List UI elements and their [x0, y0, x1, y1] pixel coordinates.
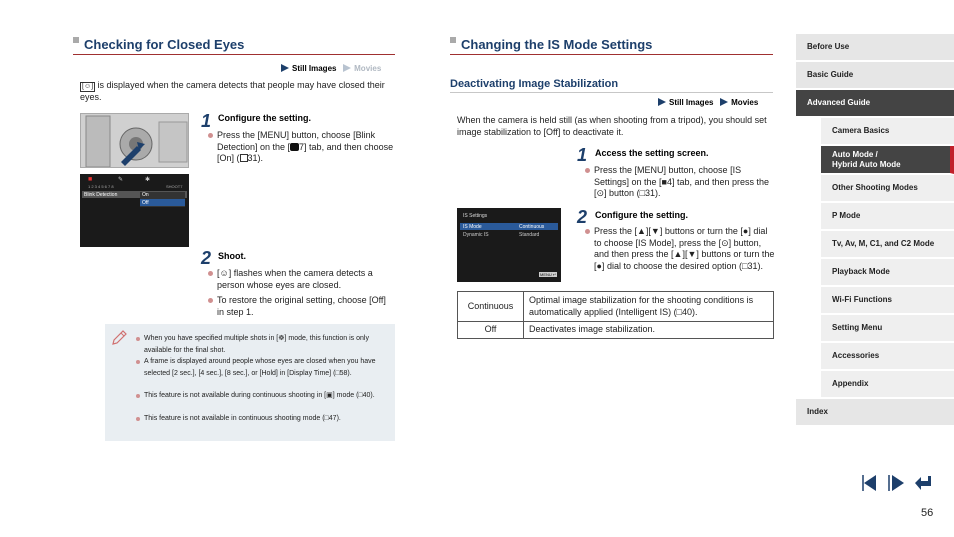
sidebar-item-playback-mode[interactable] [821, 259, 954, 286]
still-images-tag: Still Images [669, 98, 714, 107]
sidebar-item-label: Wi-Fi Functions [832, 295, 892, 304]
sidebar-item-label: Index [807, 407, 828, 416]
left-step2-number: 2 [201, 248, 212, 268]
lcd1-option-off: Off [142, 200, 149, 206]
still-images-tag: Still Images [292, 64, 337, 73]
sidebar-item-advanced-guide[interactable] [796, 90, 954, 117]
still-images-arrow-icon [281, 64, 289, 72]
sidebar-item-auto-mode[interactable] [821, 146, 954, 174]
sidebar-item-before-use[interactable] [796, 34, 954, 61]
left-heading-text: Checking for Closed Eyes [84, 37, 245, 52]
star-tab-icon: ✱ [145, 177, 151, 183]
left-step2-bullet2: To restore the original setting, choose [Off] in step 1. [208, 295, 394, 318]
lcd1-shoot-label: SHOOT7 [166, 184, 183, 189]
left-step1-title: Configure the setting. [218, 113, 311, 123]
still-images-arrow-icon [658, 98, 666, 106]
right-step1-title: Access the setting screen. [595, 148, 709, 158]
right-step1-number: 1 [577, 145, 588, 165]
note-item-3: This feature is not available during continuous shooting in [▣] mode (□40). [136, 390, 388, 402]
book-ref-icon [240, 154, 248, 162]
is-mode-table [457, 291, 774, 339]
previous-page-icon[interactable] [862, 474, 876, 490]
sidebar-item-camera-basics[interactable] [821, 118, 954, 145]
left-intro-text: is displayed when the camera detects that people may have closed their eyes. [80, 80, 385, 102]
lcd1-option-on: On [142, 192, 149, 198]
table-row [458, 322, 774, 339]
pencil-note-icon [110, 329, 128, 352]
sidebar-item-label: Before Use [807, 42, 850, 51]
left-mode-tags [281, 64, 381, 73]
sidebar-item-label: Advanced Guide [807, 98, 871, 107]
heading-square-icon [450, 37, 456, 43]
lcd2-menu-badge: MENU ↵ [540, 272, 557, 277]
left-step2-bullet1: [☺] flashes when the camera detects a person whose eyes are closed. [208, 268, 394, 291]
right-mode-tags [658, 98, 758, 107]
sidebar-item-accessories[interactable] [821, 343, 954, 370]
right-intro: When the camera is held still (as when shooting from a tripod), you should set image stabilization to [Off] to deactivate it. [457, 115, 767, 137]
sidebar-item-label: Basic Guide [807, 70, 854, 79]
sidebar-item-p-mode[interactable] [821, 203, 954, 230]
sidebar-item-label: P Mode [832, 211, 861, 220]
right-step2-title: Configure the setting. [595, 210, 688, 220]
lcd2-row1-value: Continuous [519, 224, 545, 230]
left-step1-text-b: 7] tab, and then choose [On] ( [217, 141, 394, 163]
table-cell-value: Optimal image stabilization for the shooting conditions is automatically applied (Intelligent IS) (□40). [524, 292, 774, 322]
left-step1-bullet [208, 130, 394, 165]
lcd1-row-label: Blink Detection [84, 192, 118, 198]
table-cell-key: Continuous [458, 292, 524, 322]
sidebar-item-wifi-functions[interactable] [821, 287, 954, 314]
camera-back-image [80, 113, 189, 168]
camera-tab-icon: ■ [88, 176, 93, 183]
left-step2-title: Shoot. [218, 251, 246, 261]
sidebar-item-tv-av-m[interactable] [821, 231, 954, 258]
sidebar-item-basic-guide[interactable] [796, 62, 954, 89]
right-subheading: Deactivating Image Stabilization [450, 78, 773, 93]
note-item-1: When you have specified multiple shots in [☸] mode, this function is only available for the final shot. [136, 333, 388, 356]
right-section-heading [450, 37, 773, 55]
table-cell-value: Deactivates image stabilization. [524, 322, 774, 339]
heading-square-icon [73, 37, 79, 43]
right-heading-text: Changing the IS Mode Settings [461, 37, 653, 52]
note-item-2: A frame is displayed around people whose eyes are closed when you have selected [2 sec.], [4 sec.], [8 sec.], or [Hold] in [Display Time] (□58). [136, 356, 388, 379]
note-box [105, 324, 395, 441]
page-number: 56 [921, 507, 934, 519]
sidebar-item-label: Auto Mode / Hybrid Auto Mode [832, 149, 901, 169]
note-item-4: This feature is not available in continuous shooting mode (□47). [136, 413, 388, 425]
camera-photo-illustration [81, 114, 189, 168]
wrench-tab-icon: ✎ [118, 177, 124, 183]
is-settings-screen [457, 208, 561, 282]
blink-icon: [☺] [82, 83, 94, 90]
lcd2-row2-label: Dynamic IS [463, 232, 489, 238]
sidebar-item-appendix[interactable] [821, 371, 954, 398]
sidebar-item-other-shooting-modes[interactable] [821, 175, 954, 202]
lcd2-title: IS Settings [463, 213, 488, 219]
sidebar-item-label: Tv, Av, M, C1, and C2 Mode [832, 239, 935, 248]
sidebar-item-label: Camera Basics [832, 126, 890, 135]
left-section-heading [73, 37, 395, 55]
sidebar-item-index[interactable] [796, 399, 954, 426]
sidebar-item-label: Setting Menu [832, 323, 883, 332]
sidebar-item-label: Appendix [832, 379, 869, 388]
return-icon[interactable] [913, 474, 933, 490]
table-cell-key: Off [458, 322, 524, 339]
table-row [458, 292, 774, 322]
movies-arrow-icon [343, 64, 351, 72]
sidebar-item-label: Other Shooting Modes [832, 183, 918, 192]
left-step1-text-a: Press the [MENU] button, choose [Blink Detection] on the [ [217, 130, 376, 152]
right-step1-bullet: Press the [MENU] button, choose [IS Settings] on the [■4] tab, and then press the [⊙] button (□31). [585, 165, 775, 200]
left-step1-text-c: 31). [247, 153, 264, 163]
movies-arrow-icon [720, 98, 728, 106]
sidebar-item-setting-menu[interactable] [821, 315, 954, 342]
right-step2-number: 2 [577, 207, 588, 227]
lcd2-row1-label: IS Mode [463, 224, 482, 230]
lcd1-tab-numbers: 1 2 3 4 5 6 7 8 [88, 184, 114, 189]
blink-detection-screen [80, 174, 189, 247]
camera-tab-icon [290, 143, 299, 151]
right-step2-bullet: Press the [▲][▼] buttons or turn the [●] dial to choose [IS Mode], press the [⊙] button, and then press the [▲][▼] buttons or turn the [●] dial to choose the desired option (□31). [585, 226, 775, 272]
movies-tag: Movies [731, 98, 759, 107]
next-page-icon[interactable] [888, 474, 902, 490]
left-intro [80, 80, 392, 104]
lcd2-row2-value: Standard [519, 232, 540, 238]
sidebar-item-label: Accessories [832, 351, 880, 360]
sidebar-item-label: Playback Mode [832, 267, 890, 276]
movies-tag: Movies [354, 64, 382, 73]
left-step1-number: 1 [201, 111, 212, 131]
